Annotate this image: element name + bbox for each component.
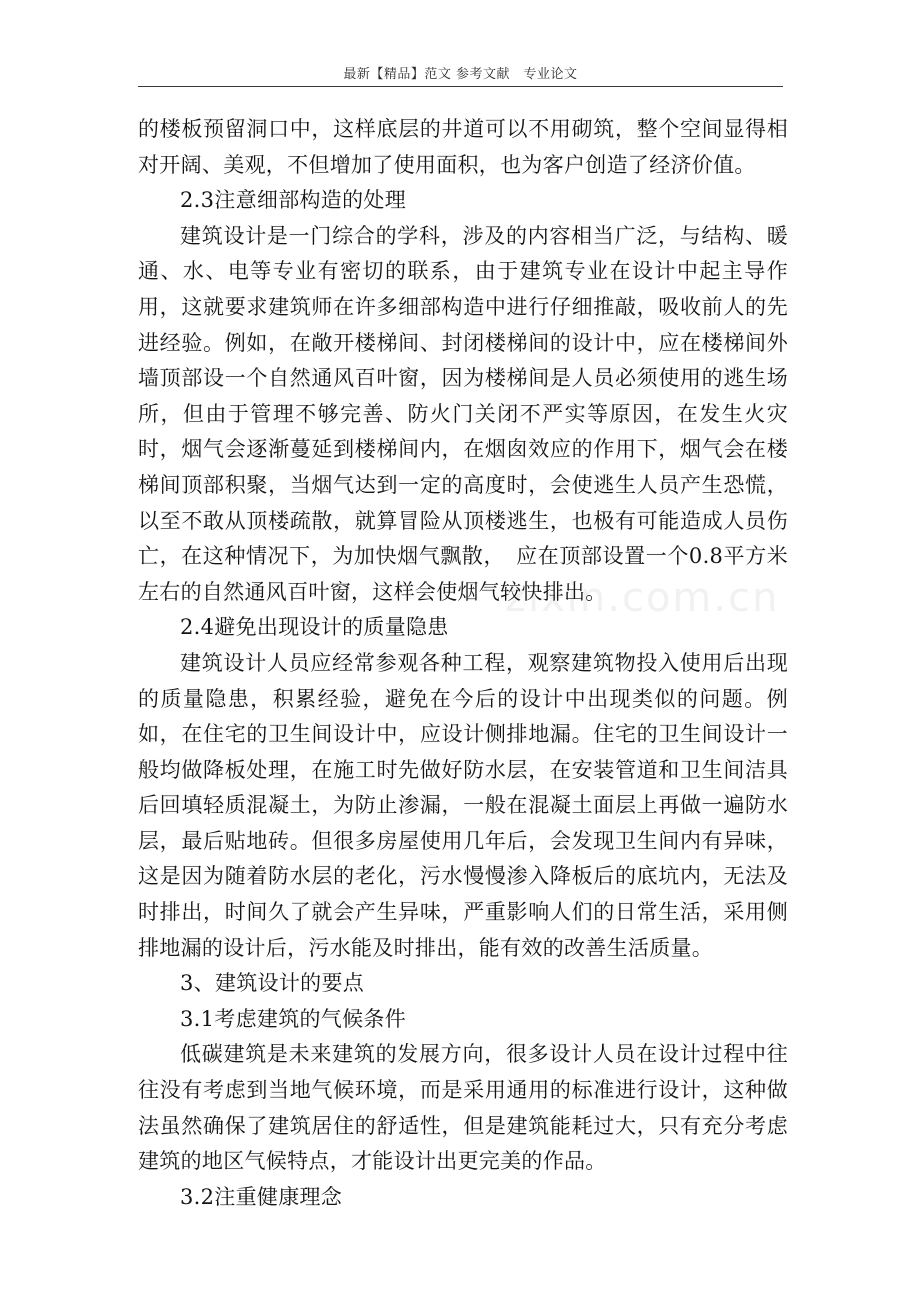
section-heading-3: 3、建筑设计的要点: [180, 971, 365, 996]
document-body: [138, 112, 788, 1215]
section-heading-2-3: 2.3注意细部构造的处理: [180, 188, 406, 213]
section-heading-3-1: 3.1考虑建筑的气候条件: [180, 1006, 406, 1031]
paragraph: 建筑设计是一门综合的学科，涉及的内容相当广泛，与结构、暖通、水、电等专业有密切的联系，由于建筑专业在设计中起主导作用，这就要求建筑师在许多细部构造中进行仔细推敲，吸收前人的先进经验。例如，在敞开楼梯间、封闭楼梯间的设计中，应在楼梯间外墙顶部设一个自然通风百叶窗，因为楼梯间是人员必须使用的逃生场所，但由于管理不够完善、防火门关闭不严实等原因，在发生火灾时，烟气会逐渐蔓延到楼梯间内，在烟囱效应的作用下，烟气会在楼梯间顶部积聚，当烟气达到一定的高度时，会使逃生人员产生恐慌，以至不敢从顶楼疏散，就算冒险从顶楼逃生，也极有可能造成人员伤亡，在这种情况下，为加快烟气飘散， 应在顶部设置一个0.8平方米左右的自然通风百叶窗，这样会使烟气较快排出。: [138, 223, 788, 604]
section-heading-3-2: 3.2注重健康理念: [180, 1184, 343, 1209]
watermark: zixin.com.cn: [505, 575, 780, 621]
paragraph: 建筑设计人员应经常参观各种工程，观察建筑物投入使用后出现的质量隐患，积累经验，避免在今后的设计中出现类似的问题。例如，在住宅的卫生间设计中，应设计侧排地漏。住宅的卫生间设计一般均做降板处理，在施工时先做好防水层，在安装管道和卫生间洁具后回填轻质混凝土，为防止渗漏，一般在混凝土面层上再做一遍防水层，最后贴地砖。但很多房屋使用几年后，会发现卫生间内有异味，这是因为随着防水层的老化，污水慢慢渗入降板后的底坑内，无法及时排出，时间久了就会产生异味，严重影响人们的日常生活，采用侧排地漏的设计后，污水能及时排出，能有效的改善生活质量。: [138, 650, 788, 960]
section-heading-2-4: 2.4避免出现设计的质量隐患: [180, 615, 449, 640]
paragraph-continued: 的楼板预留洞口中，这样底层的井道可以不用砌筑，整个空间显得相对开阔、美观，不但增加了使用面积，也为客户创造了经济价值。: [138, 117, 788, 177]
header-divider: [138, 86, 783, 87]
paragraph: 低碳建筑是未来建筑的发展方向，很多设计人员在设计过程中往往没有考虑到当地气候环境，而是采用通用的标准进行设计，这种做法虽然确保了建筑居住的舒适性，但是建筑能耗过大，只有充分考虑建筑的地区气候特点，才能设计出更完美的作品。: [138, 1042, 788, 1174]
page-header: 最新【精品】范文 参考文献 专业论文: [343, 67, 578, 82]
